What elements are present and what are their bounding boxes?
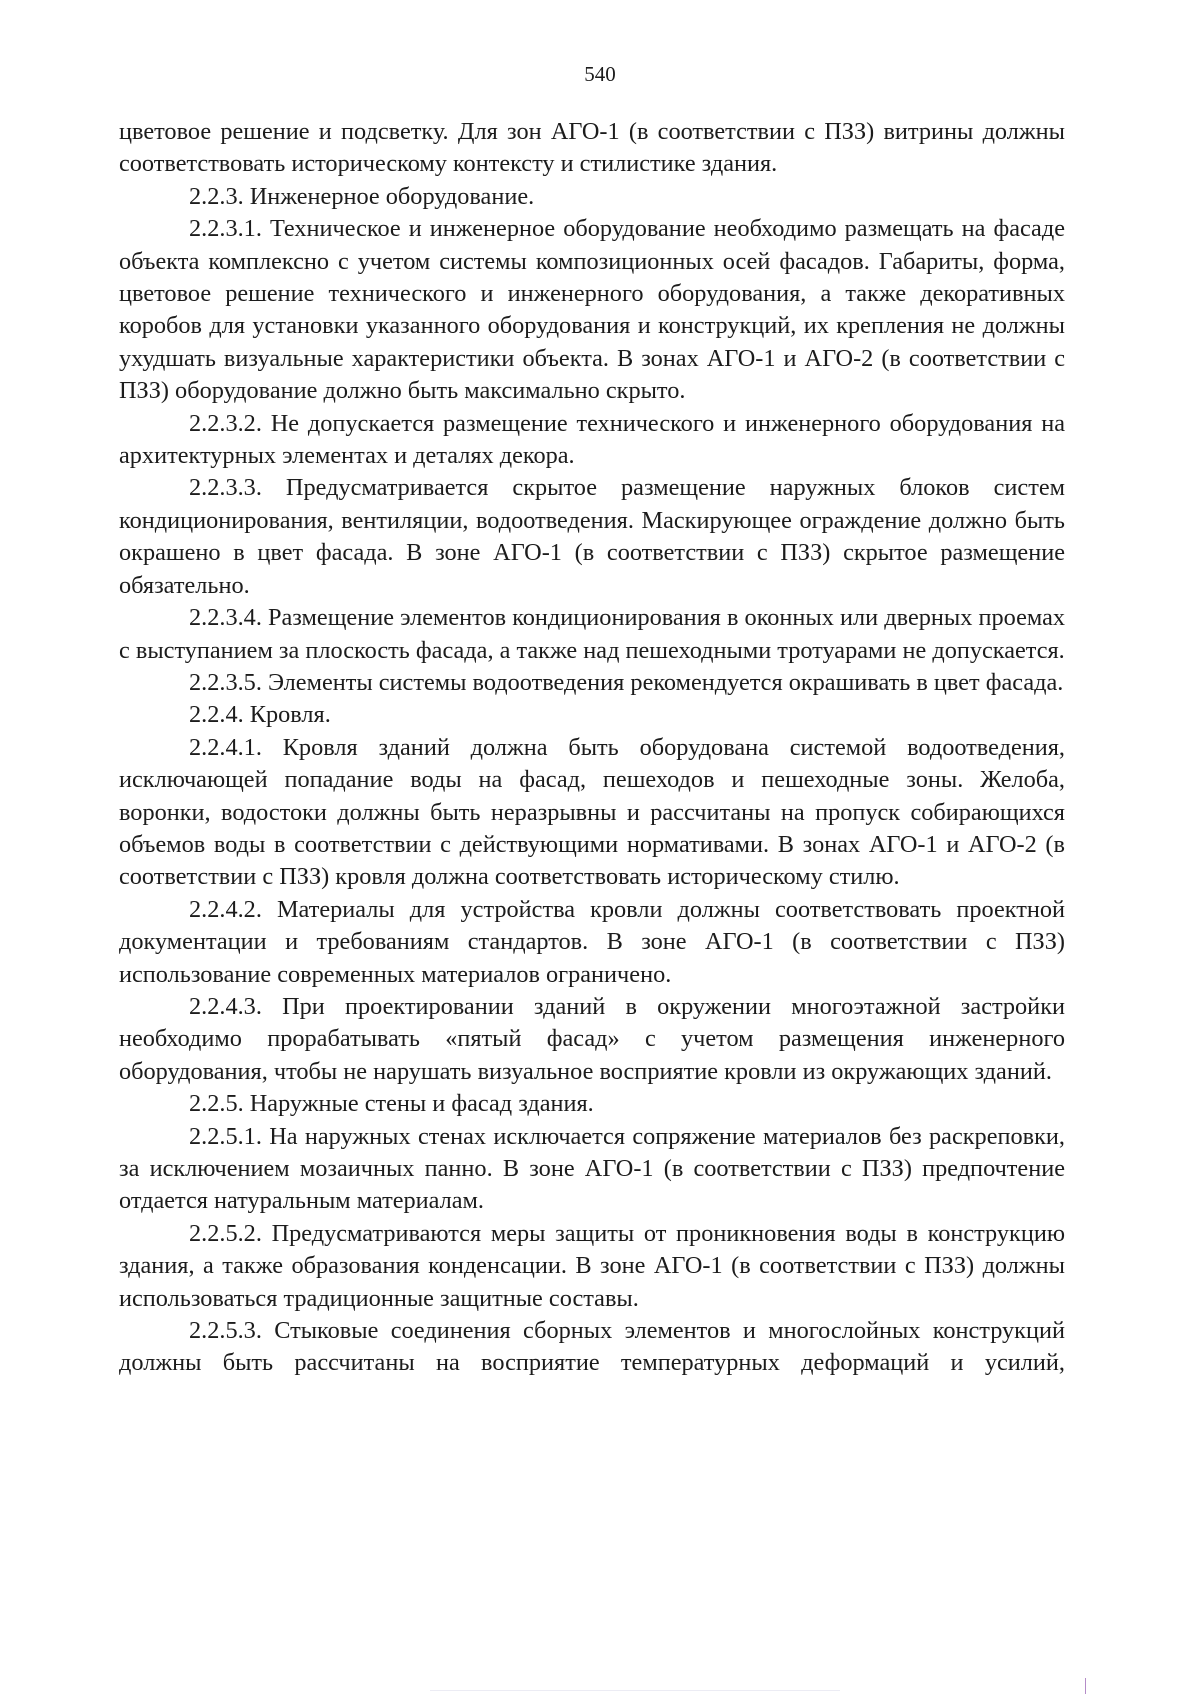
heading-2-2-3: 2.2.3. Инженерное оборудование. (189, 182, 535, 210)
paragraph-2-2-5-3: 2.2.5.3. Стыковые соединения сборных элементов и многослойных конструкций должны быть рассчитаны на восприятие температурных деформаций и усилий, (119, 1317, 1065, 1377)
heading-2-2-5: 2.2.5. Наружные стены и фасад здания. (189, 1090, 594, 1118)
scan-artifact-tick (1085, 1678, 1086, 1694)
paragraph-2-2-4-3: 2.2.4.3. При проектировании зданий в окружении многоэтажной застройки необходимо прорабатывать «пятый фасад» с учетом размещения инженерного оборудования, чтобы не нарушать визуальное восприятие кровли из окружающих зданий. (119, 992, 1065, 1085)
paragraph-continuation: цветовое решение и подсветку. Для зон АГО-1 (в соответствии с ПЗЗ) витрины должны соответствовать историческому контексту и стилистике здания. (119, 118, 1065, 178)
document-body (119, 116, 1065, 1380)
paragraph-2-2-3-3: 2.2.3.3. Предусматривается скрытое размещение наружных блоков систем кондиционирования, вентиляции, водоотведения. Маскирующее ограждение должно быть окрашено в цвет фасада. В зоне АГО-1 (в соответствии с ПЗЗ) скрытое размещение обязательно. (119, 474, 1065, 599)
paragraph-2-2-3-1: 2.2.3.1. Техническое и инженерное оборудование необходимо размещать на фасаде объекта комплексно с учетом системы композиционных осей фасадов. Габариты, форма, цветовое решение технического и инженерного оборудования, а также декоративных коробов для установки указанного оборудования и конструкций, их крепления не должны ухудшать визуальные характеристики объекта. В зонах АГО-1 и АГО-2 (в соответствии с ПЗЗ) оборудование должно быть максимально скрыто. (119, 215, 1065, 405)
paragraph-2-2-3-5: 2.2.3.5. Элементы системы водоотведения рекомендуется окрашивать в цвет фасада. (189, 668, 1064, 696)
paragraph-2-2-3-2: 2.2.3.2. Не допускается размещение технического и инженерного оборудования на архитектурных элементах и деталях декора. (119, 409, 1065, 470)
page-number: 540 (584, 62, 616, 86)
paragraph-2-2-5-1: 2.2.5.1. На наружных стенах исключается сопряжение материалов без раскреповки, за исключением мозаичных панно. В зоне АГО-1 (в соответствии с ПЗЗ) предпочтение отдается натуральным материалам. (119, 1122, 1065, 1215)
paragraph-2-2-4-1: 2.2.4.1. Кровля зданий должна быть оборудована системой водоотведения, исключающей попадание воды на фасад, пешеходов и пешеходные зоны. Желоба, воронки, водостоки должны быть неразрывны и рассчитаны на пропуск собирающихся объемов воды в соответствии с действующими нормативами. В зонах АГО-1 и АГО-2 (в соответствии с ПЗЗ) кровля должна соответствовать историческому стилю. (119, 733, 1065, 891)
paragraph-2-2-4-2: 2.2.4.2. Материалы для устройства кровли должны соответствовать проектной документации и требованиям стандартов. В зоне АГО-1 (в соответствии с ПЗЗ) использование современных материалов ограничено. (119, 895, 1065, 988)
paragraph-2-2-3-4: 2.2.3.4. Размещение элементов кондиционирования в оконных или дверных проемах с выступанием за плоскость фасада, а также над пешеходными тротуарами не допускается. (119, 604, 1065, 664)
heading-2-2-4: 2.2.4. Кровля. (189, 701, 331, 729)
paragraph-2-2-5-2: 2.2.5.2. Предусматриваются меры защиты от проникновения воды в конструкцию здания, а также образования конденсации. В зоне АГО-1 (в соответствии с ПЗЗ) должны использоваться традиционные защитные составы. (119, 1219, 1065, 1312)
scan-artifact-line (430, 1690, 840, 1691)
